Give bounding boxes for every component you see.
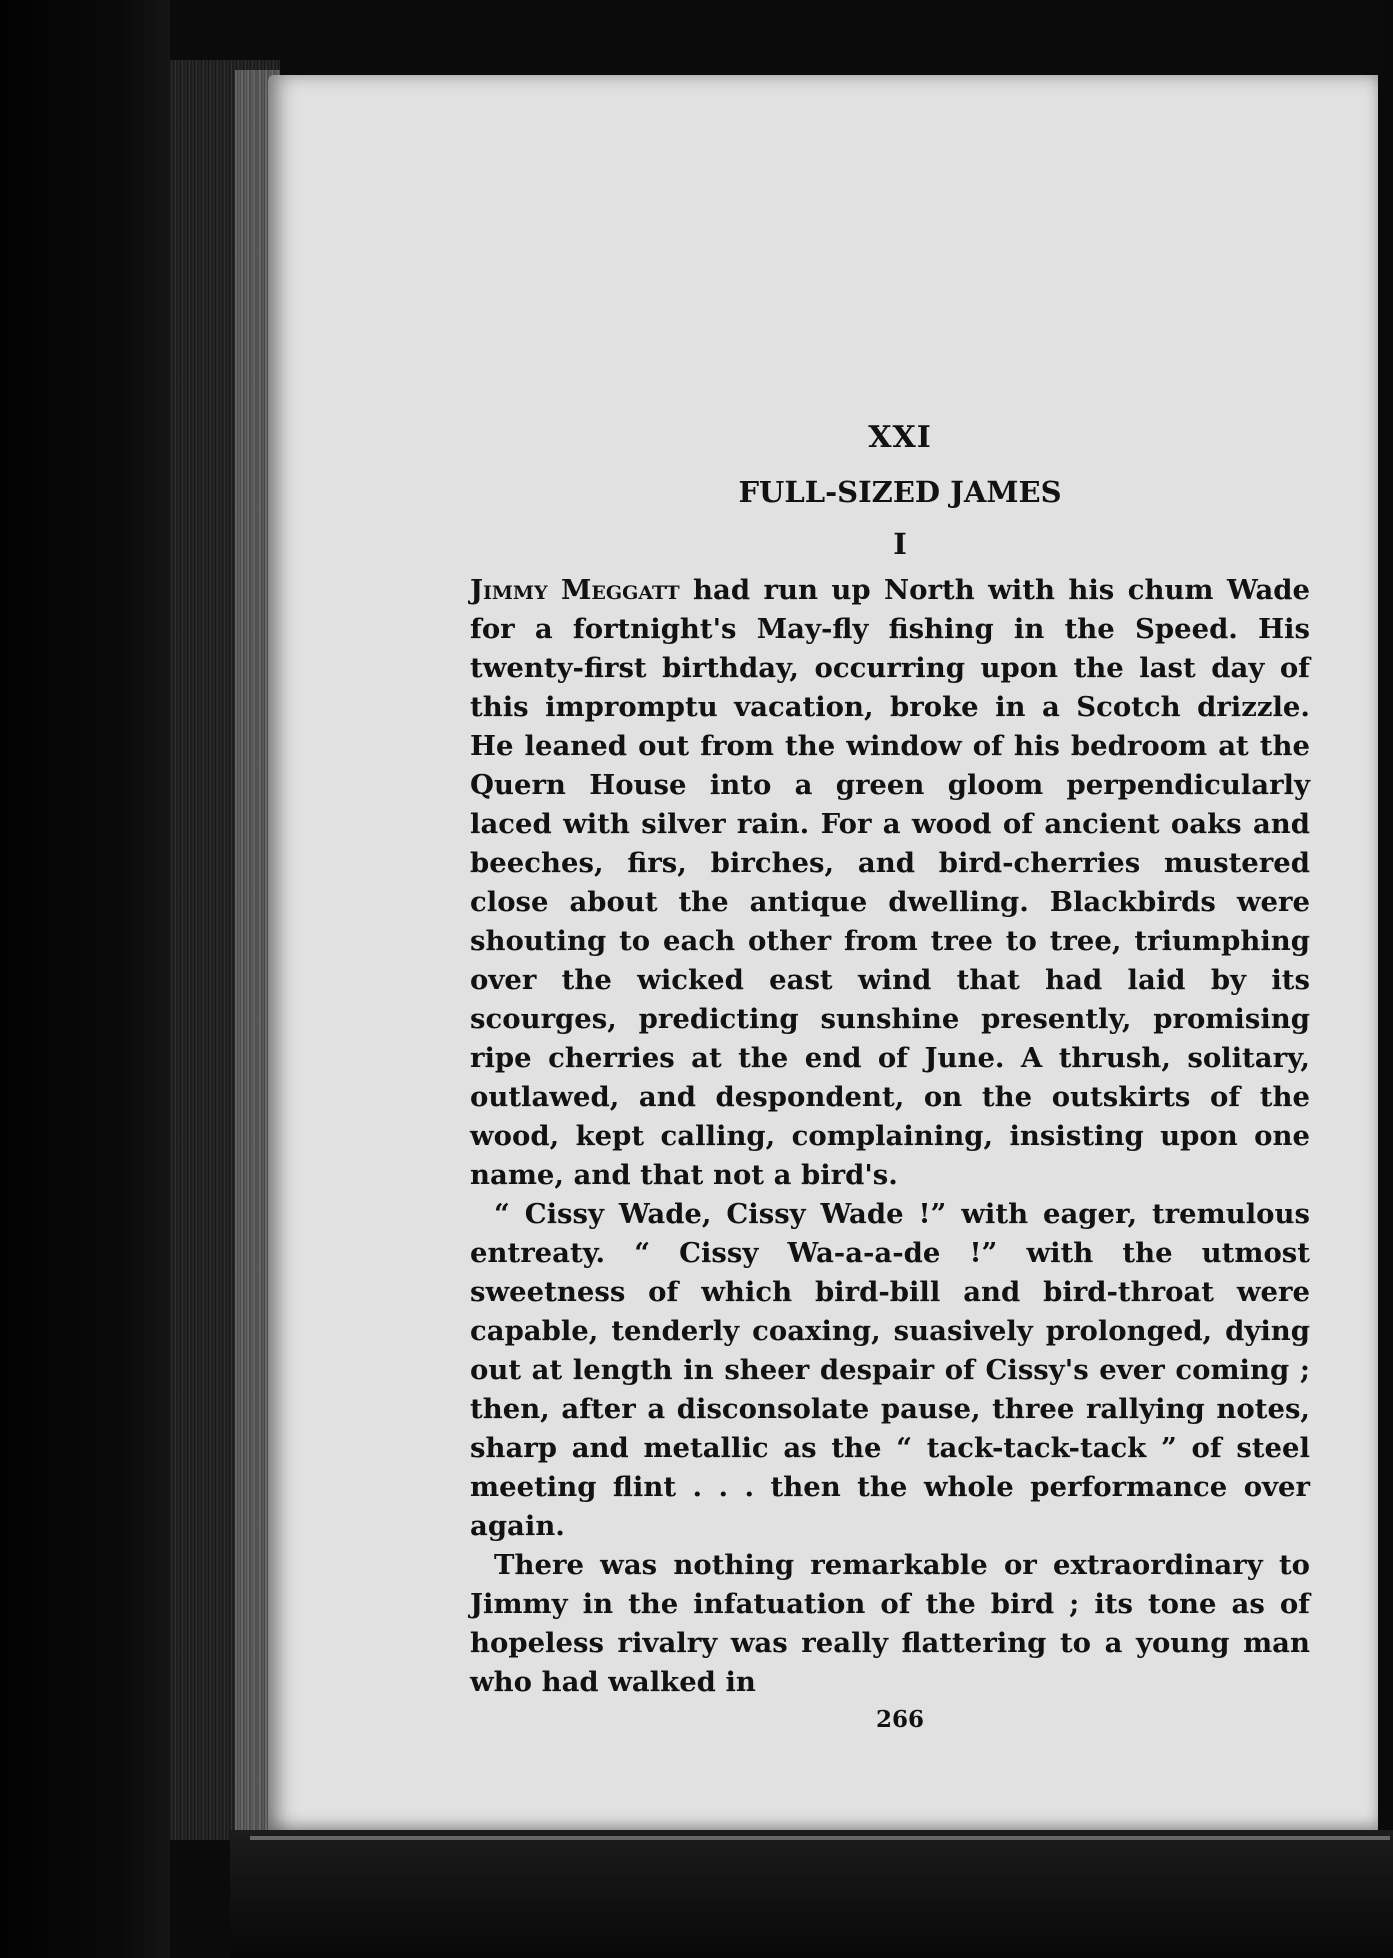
page-number: 266: [875, 1706, 924, 1733]
paragraph-3: There was nothing remarkable or extraordinary to Jimmy in the infatuation of the bird ; its tone as of hopeless rivalry was really flattering to a young man who had walked in: [470, 1549, 1310, 1698]
paragraph-2: “ Cissy Wade, Cissy Wade !” with eager, tremulous entreaty. “ Cissy Wa-a-a-de !” with the utmost sweetness of which bird-bill and bird-throat were capable, tenderly coaxing, suasively prolonged, dying out at length in sheer despair of Cissy's ever coming ; then, after a disconsolate pause, three rallying notes, sharp and metallic as the “ tack-tack-tack ” of steel meeting flint . . . then the whole performance over again.: [470, 1198, 1310, 1542]
page-bottom-edge: [250, 1836, 1390, 1840]
scan-left-border: [0, 0, 170, 1958]
chapter-title: FULL-SIZED JAMES: [738, 475, 1062, 509]
scan-bottom-border: [230, 1830, 1393, 1958]
scan-right-border: [1378, 0, 1393, 1958]
page-text-block: [470, 420, 1310, 1733]
section-number: I: [893, 527, 907, 561]
chapter-number: XXI: [868, 420, 932, 455]
opening-name-smallcaps: Jimmy Meggatt: [470, 574, 680, 606]
paragraph-1-text: had run up North with his chum Wade for a fortnight's May-fly fishing in the Speed. His twenty-first birthday, occurring upon the last day of this impromptu vacation, broke in a Scotch drizzle. He leaned out from the window of his bedroom at the Quern House into a green gloom perpendicularly laced with silver rain. For a wood of ancient oaks and beeches, firs, birches, and bird-cherries mustered close about the antique dwelling. Blackbirds were shouting to each other from tree to tree, triumphing over the wicked east wind that had laid by its scourges, predicting sunshine presently, promising ripe cherries at the end of June. A thrush, solitary, outlawed, and despondent, on the outskirts of the wood, kept calling, complaining, insisting upon one name, and that not a bird's.: [470, 574, 1310, 1191]
paragraph-1: [470, 571, 1310, 1195]
